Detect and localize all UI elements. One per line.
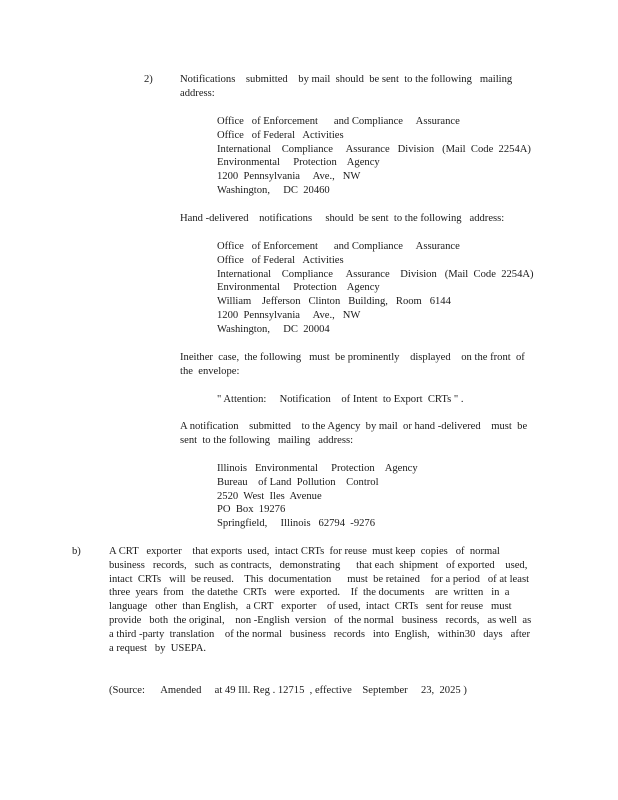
address-line: International Compliance Assurance Division (Mail Code 2254A) <box>217 143 531 155</box>
text-line: A notification submitted to the Agency by mail or hand -delivered must be <box>180 421 528 432</box>
envelope-instruction <box>180 351 525 379</box>
text-line: intact CRTs will be reused. This documentation must be retained for a period of at least <box>109 573 530 585</box>
address-line: 1200 Pennsylvania Ave., NW <box>217 309 361 321</box>
text-line: (Source: Amended at 49 Ill. Reg . 12715 , effective September 23, 2025 ) <box>109 685 467 696</box>
item-number: 2) <box>144 74 153 85</box>
address-line: Environmental Protection Agency <box>217 282 380 294</box>
text-line: the envelope: <box>180 365 240 377</box>
address-line: Washington, DC 20460 <box>217 184 330 196</box>
address-line: William Jefferson Clinton Building, Room 6144 <box>217 296 451 308</box>
text-line: sent to the following mailing address: <box>180 434 354 446</box>
address-line: Office of Enforcement and Compliance Assurance <box>217 241 460 252</box>
mail-intro-paragraph <box>180 73 512 101</box>
address-line: Washington, DC 20004 <box>217 323 330 335</box>
text-line: business records, such as contracts, demonstrating that each shipment of exported used, <box>109 559 528 571</box>
text-line: Hand -delivered notifications should be sent to the following address: <box>180 213 505 224</box>
text-line: provide both the original, non -English version of the normal business records, as well as <box>109 614 532 626</box>
source-note <box>109 684 467 698</box>
crt-exporter-paragraph <box>109 545 531 655</box>
address-line: PO Box 19276 <box>217 504 286 516</box>
item-label: b) <box>72 546 81 557</box>
hand-delivery-address-block <box>217 240 534 337</box>
address-line: Office of Federal Activities <box>217 254 344 266</box>
hand-delivery-intro <box>180 212 504 226</box>
text-line: " Attention: Notification of Intent to Export CRTs " . <box>217 394 464 405</box>
illinois-address-block <box>217 462 418 531</box>
text-line: a request by USEPA. <box>109 642 207 654</box>
text-line: language other than English, a CRT exporter of used, intact CRTs sent for reuse must <box>109 601 512 613</box>
address-line: Office of Enforcement and Compliance Assurance <box>217 116 460 127</box>
text-line: address: <box>180 87 215 99</box>
text-line: Notifications submitted by mail should be sent to the following mailing <box>180 74 513 85</box>
address-line: Springfield, Illinois 62794 -9276 <box>217 518 376 530</box>
text-line: a third -party translation of the normal business records into English, within30 days after <box>109 628 531 640</box>
text-line: three years from the datethe CRTs were exported. If the documents are written in a <box>109 587 510 599</box>
mailing-address-block <box>217 115 531 198</box>
address-line: 2520 West Iles Avenue <box>217 490 322 502</box>
agency-intro-paragraph <box>180 420 527 448</box>
text-line: Ineither case, the following must be prominently displayed on the front of <box>180 352 525 363</box>
text-line: A CRT exporter that exports used, intact CRTs for reuse must keep copies of normal <box>109 546 500 557</box>
address-line: Bureau of Land Pollution Control <box>217 476 379 488</box>
address-line: 1200 Pennsylvania Ave., NW <box>217 171 361 183</box>
address-line: Office of Federal Activities <box>217 129 344 141</box>
address-line: Illinois Environmental Protection Agency <box>217 463 418 474</box>
attention-line <box>217 393 464 407</box>
address-line: International Compliance Assurance Division (Mail Code 2254A) <box>217 268 534 280</box>
address-line: Environmental Protection Agency <box>217 157 380 169</box>
